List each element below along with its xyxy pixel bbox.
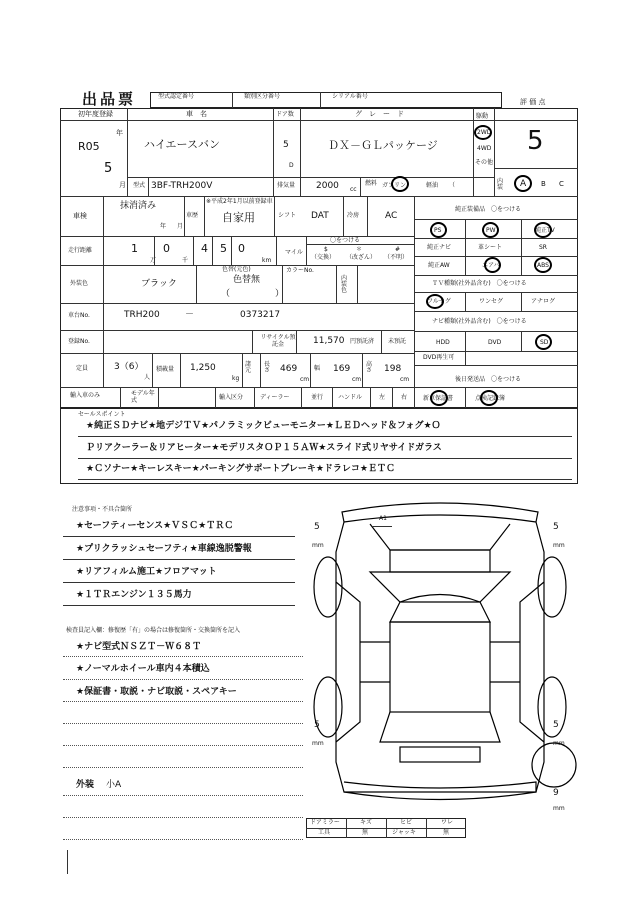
- katashiki-label: 型式: [133, 182, 146, 189]
- color-paren-close: ）: [275, 289, 285, 299]
- chassis-model: TRH200: [124, 310, 160, 320]
- mileage-opt3: #: [395, 246, 401, 253]
- capacity-unit: 人: [144, 374, 151, 381]
- interior-circle: [514, 175, 532, 192]
- width-value: 169: [333, 364, 351, 374]
- color-paren-open: （: [221, 289, 231, 299]
- cc-unit: cc: [350, 186, 357, 193]
- mirror-h2: キズ: [360, 819, 372, 826]
- recycle-not: 未預託: [388, 338, 407, 345]
- equip-ekey: エアバ: [482, 262, 500, 269]
- tread-fr-unit: mm: [553, 542, 565, 549]
- grade-label: グ レ ー ド: [355, 110, 404, 118]
- equip-airbag-circle: [484, 257, 501, 273]
- mileage-opt1-sub: （交換）: [311, 254, 336, 261]
- height-value: 198: [384, 364, 402, 374]
- navi-sd: SD: [540, 339, 549, 346]
- mileage-opt2: ＊: [356, 246, 363, 253]
- katashiki-value: 3BF-TRH200V: [151, 181, 213, 191]
- tread-fr: 5: [553, 522, 559, 532]
- load-label: 積載量: [156, 366, 175, 373]
- mirror-h1: ドアミラー: [310, 819, 340, 826]
- inspector-line-1: ★ナビ型式ＮＳＺＴ－Ｗ６８Ｔ: [76, 642, 202, 652]
- first-reg-month: 5: [104, 161, 113, 176]
- chassis-dash: －: [185, 310, 195, 320]
- ac-value: AC: [385, 211, 398, 221]
- len-label: 長さ: [264, 361, 271, 374]
- equip-sr: SR: [539, 244, 547, 251]
- handle-label: ハンドル: [338, 394, 363, 401]
- form-title: 出品票: [82, 90, 137, 108]
- fuel-gasoline: ガソリン: [382, 182, 407, 189]
- inspector-line-3: ★保証書・取説・ナビ取説・スペアキー: [76, 687, 237, 697]
- mileage-label: 走行距離: [68, 247, 93, 254]
- import-parallel: 並行: [311, 394, 324, 401]
- tread-rr-unit: mm: [553, 740, 565, 747]
- grade-value: ＤＸ－ＧＬパッケージ: [328, 139, 438, 152]
- after-manual-circle: [430, 390, 448, 406]
- import-dealer: ディーラー: [260, 394, 290, 401]
- usage-label: 車歴: [186, 212, 199, 219]
- mirror-h4: ワレ: [441, 819, 454, 826]
- import-type-label: 輸入区分: [219, 394, 244, 401]
- mileage-opt2-sub: （改ざん）: [346, 254, 377, 261]
- capacity-label: 定員: [76, 365, 89, 372]
- drive-2wd: 2WD: [477, 129, 492, 136]
- mileage-opt1: $: [324, 246, 328, 253]
- mileage-km: km: [262, 257, 272, 264]
- ac-label: 冷房: [347, 212, 360, 219]
- mileage-d3: 4: [201, 242, 208, 255]
- color-change-label: 色替(元色): [222, 266, 251, 273]
- equip-title: 純正装備品 〇をつける: [455, 206, 522, 213]
- chassis-number: 0373217: [240, 310, 281, 320]
- notes-label: 注意事項・不具合箇所: [72, 506, 133, 513]
- vehicle-diagram: [300, 492, 580, 822]
- load-value: 1,250: [190, 363, 216, 373]
- mileage-man: 万: [150, 257, 157, 264]
- after-record: 点検記録簿: [475, 395, 506, 402]
- serial-label: シリアル番号: [332, 93, 368, 100]
- shaken-value: 抹消済み: [120, 201, 157, 211]
- drive-other: その他: [475, 159, 494, 166]
- fuel-circle: [391, 176, 409, 192]
- interior-a: A: [520, 179, 527, 189]
- tv-title: ＴＶ種類(社外品含む) 〇をつける: [432, 280, 527, 287]
- width-label: 幅: [314, 365, 321, 372]
- year-unit: 年: [116, 129, 123, 137]
- notes-line-2: ★プリクラッシュセーフティ★車線逸脱警報: [76, 544, 252, 554]
- displacement-value: 2000: [316, 181, 339, 191]
- displacement-label: 排気量: [277, 182, 296, 189]
- mileage-mile: マイル: [285, 249, 303, 256]
- fuel-label: 燃料: [365, 180, 378, 187]
- after-manual: 新車保証書: [423, 395, 454, 402]
- equip-ps-circle: [430, 222, 447, 238]
- after-title: 後日発送品 〇をつける: [455, 376, 522, 383]
- category-label: 類別区分番号: [244, 93, 281, 100]
- drive-label: 駆動: [476, 113, 489, 120]
- sales-line-3: ★Ｃソナー★キーレスキー★パーキングサポートブレーキ★ドラレコ★ＥＴＣ: [86, 464, 395, 474]
- load-unit: kg: [232, 375, 240, 382]
- score-value: 5: [527, 126, 544, 156]
- carname: ハイエースバン: [144, 138, 221, 151]
- mileage-d1: 1: [131, 242, 138, 255]
- import-label: 輸入車のみ: [70, 392, 101, 399]
- after-record-circle: [480, 390, 498, 406]
- shaken-year: 年: [160, 223, 167, 230]
- carname-label: 車 名: [186, 110, 207, 118]
- height-label: 高さ: [366, 361, 373, 374]
- equip-abs-circle: [534, 257, 552, 273]
- tread-fl-unit: mm: [312, 542, 324, 549]
- sales-line-1: ★純正ＳＤナビ★地デジＴＶ★パノラミックビューモニター★ＬＥＤヘッド＆フォグ★Ｏ: [86, 421, 441, 431]
- model-year-label: モデル年式: [131, 390, 155, 405]
- tread-rr: 5: [553, 720, 559, 730]
- equip-pw: PW: [486, 227, 496, 234]
- sales-points-label: セールスポイント: [78, 411, 126, 418]
- equip-aw: 純正AW: [428, 262, 450, 269]
- inspector-label: 検査員記入欄：修復歴「有」の場合は修復箇所・交換箇所を記入: [66, 627, 241, 634]
- tread-fl: 5: [314, 522, 320, 532]
- exterior-value: 小A: [106, 780, 122, 790]
- len-unit: cm: [300, 376, 310, 383]
- month-unit: 月: [119, 181, 126, 189]
- recycle-label: リサイクル預託金: [260, 334, 296, 349]
- equip-tv-circle: [534, 222, 552, 238]
- equip-ps: PS: [434, 227, 442, 234]
- navi-dvd-play: DVD再生可: [423, 354, 455, 361]
- height-unit: cm: [400, 376, 410, 383]
- door-unit: D: [289, 162, 294, 169]
- chassis-label: 車台No.: [68, 312, 90, 319]
- usage-note: ※平成2年1月以前登録車: [206, 198, 273, 205]
- model-cert-label: 型式認定番号: [158, 93, 195, 100]
- inspector-line-2: ★ノーマルホイール車内４本積込: [76, 664, 210, 674]
- notes-line-3: ★リアフィルム施工★フロアマット: [76, 567, 217, 577]
- handle-right: 右: [401, 394, 408, 401]
- mileage-circle-note: 〇をつける: [330, 237, 361, 244]
- navi-sd-circle: [535, 334, 552, 350]
- equip-tv: 純正TV: [535, 227, 555, 234]
- exterior-label: 外装: [76, 780, 95, 790]
- damage-a1: A1: [379, 515, 387, 522]
- doors-value: 5: [283, 140, 289, 150]
- mileage-opt3-sub: （不明）: [384, 254, 409, 261]
- navi-dvd: DVD: [488, 339, 502, 346]
- fuel-paren: （: [449, 182, 456, 189]
- usage-value: 自家用: [222, 211, 255, 224]
- equip-leather: 革シート: [478, 244, 503, 251]
- mirror-h3: ヒビ: [400, 819, 413, 826]
- equip-pw-circle: [482, 222, 499, 238]
- shaken-label: 車検: [73, 212, 87, 220]
- tread-rl: 5: [314, 720, 320, 730]
- color-change-value: 色替無: [233, 275, 261, 285]
- fuel-light: 軽油: [426, 182, 439, 189]
- reg-label: 登録No.: [68, 338, 90, 345]
- mileage-d2: 0: [163, 242, 170, 255]
- score-label: 評 価 点: [520, 98, 546, 106]
- first-reg-label: 初年度登録: [78, 110, 113, 118]
- navi-hdd: HDD: [436, 339, 450, 346]
- len-value: 469: [280, 364, 298, 374]
- interior-b: B: [541, 180, 546, 188]
- notes-line-4: ★１ＴＲエンジン１３５馬力: [76, 590, 192, 600]
- mileage-d5: 0: [238, 242, 245, 255]
- drive-4wd: 4WD: [477, 145, 492, 152]
- color-no-label: カラーNo.: [286, 267, 314, 274]
- color-label: 外装色: [70, 280, 89, 287]
- equip-navi: 純正ナビ: [427, 244, 452, 251]
- equip-abs: ABS: [537, 262, 549, 269]
- tv-full-circle: [426, 294, 444, 309]
- recycle-unit: 円預託済: [350, 338, 375, 345]
- recycle-value: 11,570: [313, 336, 345, 346]
- notes-line-1: ★セーフティーセンス★ＶＳＣ★ＴＲＣ: [76, 521, 234, 531]
- shift-value: DAT: [311, 211, 329, 221]
- drive-2wd-circle: [474, 125, 492, 140]
- interior-label: 内装: [497, 178, 504, 191]
- mileage-sen: 千: [182, 257, 189, 264]
- navi-title: ナビ種類(社外品含む) 〇をつける: [432, 318, 527, 325]
- first-reg-year: R05: [78, 140, 100, 153]
- sales-line-2: Ｐリアクーラー＆リアヒーター★モデリスタＯＰ１５ＡＷ★スライド式リヤサイドガラス: [86, 443, 442, 453]
- shaken-month: 月: [177, 223, 184, 230]
- mirror-r4: 無: [443, 829, 450, 836]
- width-unit: cm: [352, 376, 362, 383]
- spare-tread-unit: mm: [553, 805, 565, 812]
- interior-c: C: [559, 180, 564, 188]
- dim-label: 諸元: [245, 361, 252, 374]
- mirror-r1: 工具: [318, 829, 331, 836]
- handle-left: 左: [379, 394, 386, 401]
- int-color-label: 内装色: [341, 275, 348, 294]
- spare-tread: 9: [553, 788, 559, 798]
- mirror-r3: ジャッキ: [392, 829, 416, 836]
- mileage-d4: 5: [220, 242, 227, 255]
- mirror-r2: 無: [362, 829, 369, 836]
- header-codes: [150, 92, 502, 108]
- shift-label: シフト: [278, 212, 297, 219]
- tv-one: ワンセグ: [479, 298, 504, 305]
- tv-full: フルセグ: [427, 298, 451, 305]
- doors-label: ドア数: [276, 111, 294, 118]
- color-value: ブラック: [141, 279, 177, 289]
- tv-analog: アナログ: [531, 298, 556, 305]
- tread-rl-unit: mm: [312, 740, 324, 747]
- capacity-value: 3（6）: [114, 362, 144, 372]
